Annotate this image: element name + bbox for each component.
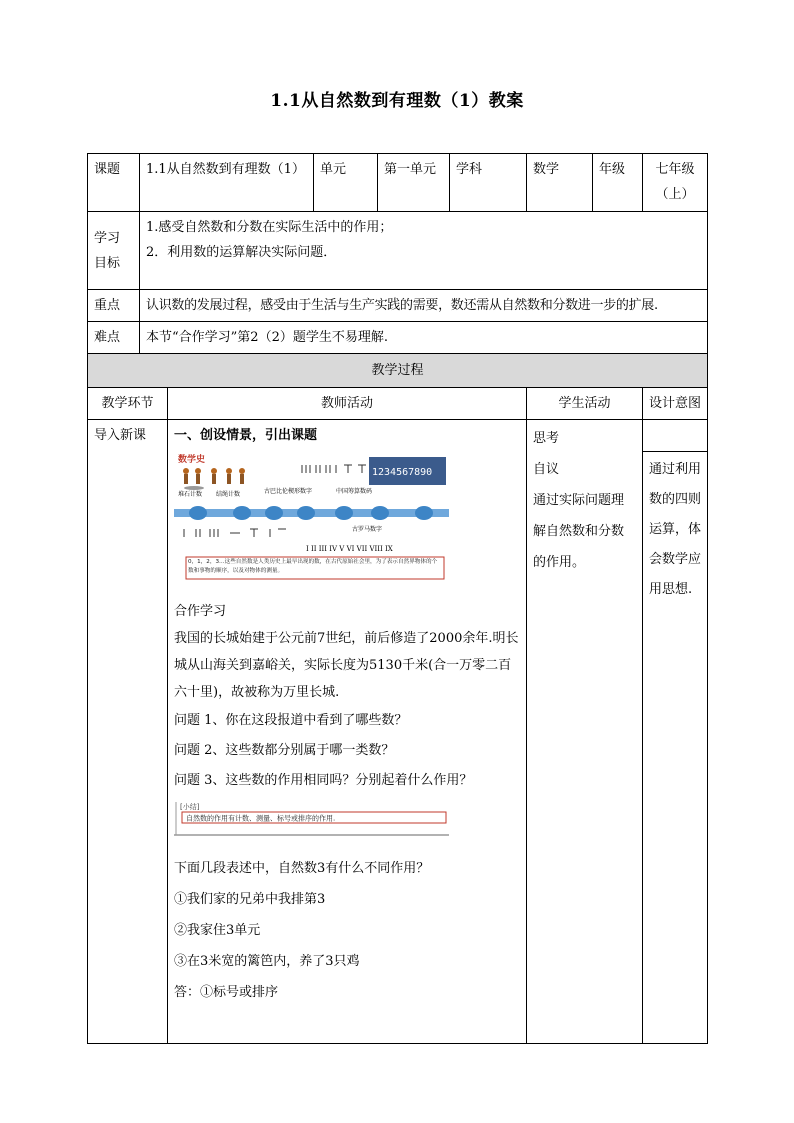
col-intent: 设计意图	[643, 388, 708, 420]
statement-2: ②我家住3单元	[174, 923, 261, 938]
caption-roman: 古罗马数字	[352, 526, 383, 533]
difficult-content: 本节“合作学习”第2（2）题学生不易理解.	[140, 322, 708, 354]
goals-label-line1: 学习	[94, 230, 121, 246]
key-content: 认识数的发展过程，感受由于生活与生产实践的需要，数还需从自然数和分数进一步的扩展.	[140, 290, 708, 322]
caption-stone-count: 堆石计数	[178, 491, 203, 498]
col-teacher: 教师活动	[168, 388, 527, 420]
col-student: 学生活动	[527, 388, 643, 420]
question-2: 问题 2、这些数都分别属于哪一类数？	[174, 743, 395, 758]
subject-value: 数学	[527, 154, 593, 212]
goals-label	[88, 212, 140, 290]
figure-note: 0，1，2，3…这些自然数是人类历史上最早出现的数，在古代原始社会里，为了表示自然界物体的个数和事物的顺序，以及对物体的测量。	[188, 559, 438, 574]
student-cell	[527, 420, 643, 1044]
stage-cell: 导入新课	[88, 420, 168, 1044]
caption-babylon: 古巴比伦楔形数字	[264, 488, 313, 495]
summary-figure	[174, 800, 449, 838]
caption-knot-count: 结绳计数	[216, 491, 241, 498]
goals-content	[140, 212, 708, 290]
goal-item: 2．利用数的运算解决实际问题．	[146, 245, 337, 260]
grade-value-line1: 七年级	[655, 162, 695, 177]
student-item: 通过实际问题理解自然数和分数的作用。	[533, 493, 625, 570]
math-history-figure	[174, 451, 449, 584]
lesson-plan-table	[87, 153, 708, 1044]
question-1: 问题 1、你在这段报道中看到了哪些数？	[174, 713, 408, 728]
page-title: 1.1从自然数到有理数（1）教案	[270, 91, 524, 111]
grade-label: 年级	[593, 154, 643, 212]
coop-label: 合作学习	[174, 604, 227, 619]
question-3: 问题 3、这些数的作用相同吗？分别起着什么作用？	[174, 773, 473, 788]
statement-1: ①我们家的兄弟中我排第3	[174, 892, 326, 907]
summary-tag: [小结]	[180, 803, 200, 811]
figure-roman: I II III IV V VI VII VIII IX	[306, 545, 393, 553]
difficult-label: 难点	[88, 322, 140, 354]
goal-item: 1.感受自然数和分数在实际生活中的作用；	[146, 220, 393, 235]
subject-label: 学科	[450, 154, 527, 212]
prompt-text: 下面几段表述中，自然数3有什么不同作用？	[174, 861, 430, 876]
course-value: 1.1从自然数到有理数（1）	[140, 154, 314, 212]
intent-cell	[643, 420, 708, 1044]
key-label: 重点	[88, 290, 140, 322]
process-title: 教学过程	[88, 354, 708, 388]
grade-value	[643, 154, 708, 212]
unit-label: 单元	[314, 154, 378, 212]
statement-3: ③在3米宽的篱笆内，养了3只鸡	[174, 954, 360, 969]
grade-value-line2: （上）	[655, 187, 695, 202]
goals-label-line2: 目标	[94, 255, 121, 271]
intent-text: 通过利用数的四则运算，体会数学应用思想.	[643, 451, 707, 608]
answer-text: 答：①标号或排序	[174, 985, 279, 1000]
col-stage: 教学环节	[88, 388, 168, 420]
student-item: 自议	[533, 462, 560, 477]
great-wall-paragraph: 我国的长城始建于公元前7世纪，前后修造了2000余年.明长城从山海关到嘉峪关，实际长度为5130千米(合一万零二百六十里)，故被称为万里长城.	[174, 631, 519, 700]
figure-badge: 数学史	[178, 455, 206, 465]
student-item: 思考	[533, 431, 560, 446]
summary-text: 自然数的作用有计数、测量、标号或排序的作用.	[186, 814, 336, 823]
figure-digits: 1234567890	[372, 467, 433, 478]
course-label: 课题	[88, 154, 140, 212]
section-heading: 一、创设情景，引出课题	[174, 428, 318, 443]
caption-china-rod: 中国筹算数码	[336, 488, 373, 495]
teacher-cell	[168, 420, 527, 1044]
unit-value: 第一单元	[378, 154, 450, 212]
